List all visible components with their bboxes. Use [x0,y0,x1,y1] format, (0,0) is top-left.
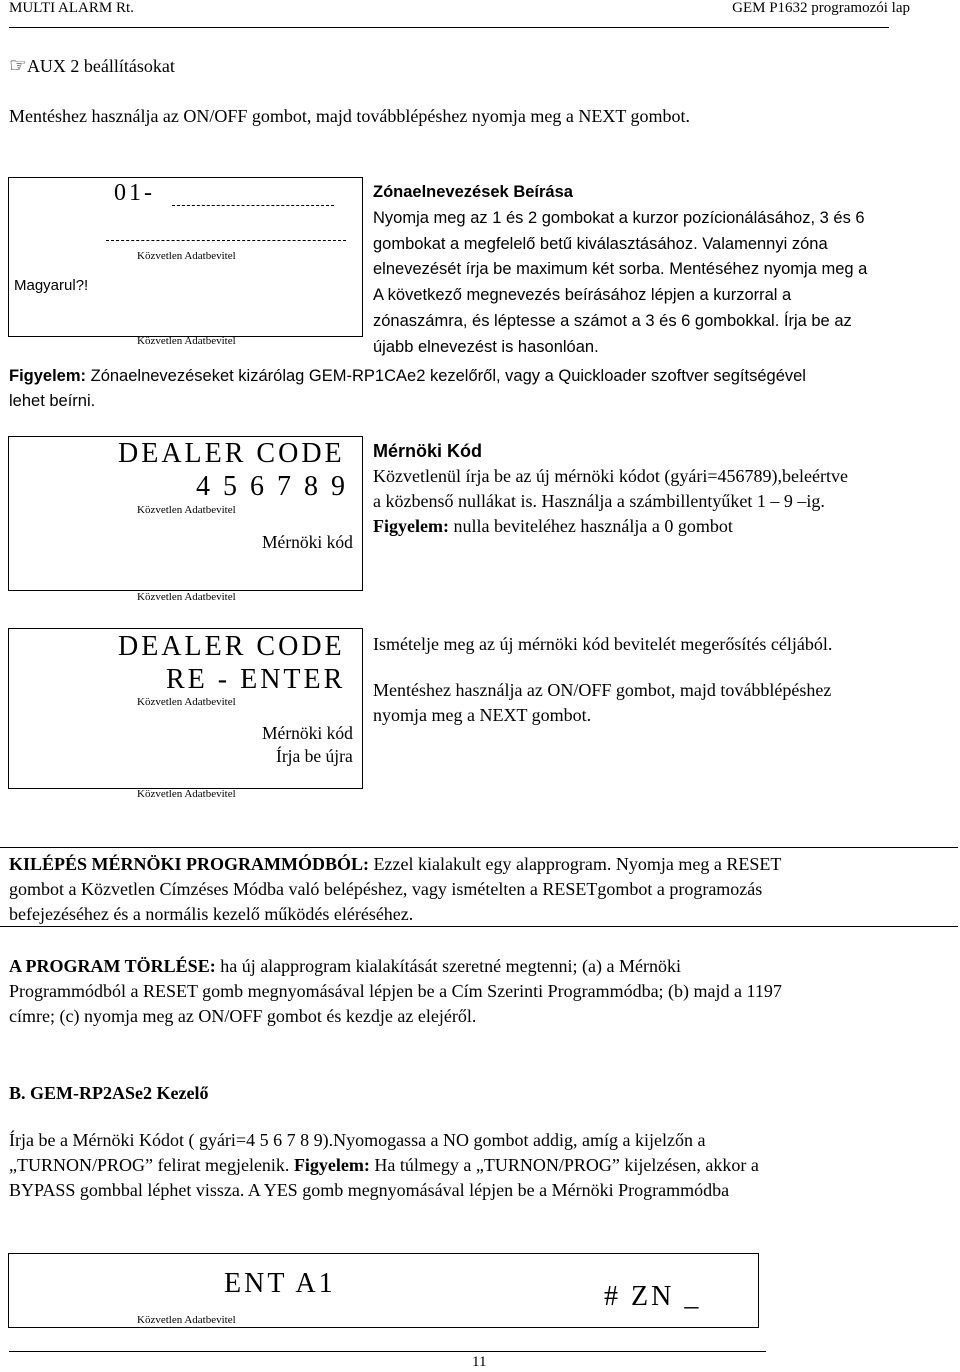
exit-line2: gombot a Közvetlen Címzéses Módba való belépéshez, vagy ismételten a RESETgombot a programozás [9,879,763,899]
lcd1-underscores-1 [172,205,334,206]
delete-line2: Programmódból a RESET gomb megnyomásával lépjen be a Cím Szerinti Programmódba; (b) majd a 1197 [9,981,782,1001]
lcd2-label: Mérnöki kód [262,532,353,552]
reenter-line2: Mentéshez használja az ON/OFF gombot, majd továbblépéshez [373,680,832,700]
warning-1-line1: Zónaelnevezéseket kizárólag GEM-RP1CAe2 kezelőről, vagy a Quickloader szoftver segítségével [90,367,806,385]
section-b-text [9,1128,954,1203]
warning-1-label: Figyelem: [9,367,87,385]
exit-label: KILÉPÉS MÉRNÖKI PROGRAMMÓDBÓL: [9,854,370,874]
section-b-line3: BYPASS gombbal léphet vissza. A YES gomb megnyomásával lépjen be a Mérnöki Programmódba [9,1180,730,1200]
section-b-line1: Írja be a Mérnöki Kódot ( gyári=4 5 6 7 8 9).Nyomogassa a NO gombot addig, amíg a kijelzőn a [9,1130,706,1150]
lcd3-caption-below: Közvetlen Adatbevitel [137,788,236,800]
exit-line1: Ezzel kialakult egy alapprogram. Nyomja meg a RESET [373,854,782,874]
lcd4-left: ENT A1 [224,1268,336,1299]
lcd2-line1: DEALER CODE [118,438,345,469]
engineer-code-line1: Közvetlenül írja be az új mérnöki kódot (gyári=456789),beleértve [373,466,848,486]
reenter-section [373,632,953,728]
zone-heading: Zónaelnevezések Beírása [373,183,573,201]
zone-line-3: elnevezését írja be maximum két sorba. Mentéséhez nyomja meg a [373,260,868,279]
lcd3-line1: DEALER CODE [118,631,345,662]
delete-section [9,954,954,1029]
engineer-code-line2: a közbenső nullákat is. Használja a számbillentyűket 1 – 9 –ig. [373,491,825,511]
lcd3-line2: RE - ENTER [166,664,346,695]
lcd4-caption: Közvetlen Adatbevitel [137,1314,236,1326]
section-b-warn-label: Figyelem: [293,1155,370,1175]
delete-label: A PROGRAM TÖRLÉSE: [9,956,216,976]
lcd3-caption: Közvetlen Adatbevitel [137,696,236,708]
lcd1-caption-top: Közvetlen Adatbevitel [137,250,236,262]
header-right: GEM P1632 programozói lap [732,0,910,16]
zone-line-1: Nyomja meg az 1 és 2 gombokat a kurzor pozícionálásához, 3 és 6 [373,208,865,227]
lcd3-label-2: Írja be újra [276,746,353,766]
footer-rule [9,1351,766,1352]
lcd2-caption: Közvetlen Adatbevitel [137,504,236,516]
section-title-row [9,54,175,79]
intro-text: Mentéshez használja az ON/OFF gombot, majd továbblépéshez nyomja meg a NEXT gombot. [9,106,691,126]
zone-line-2: gombokat a megfelelő betű kiválasztásához. Valamennyi zóna [373,234,828,253]
delete-line1: ha új alapprogram kialakítását szeretné megtenni; (a) a Mérnöki [220,956,682,976]
engineer-code-section [373,439,953,539]
engineer-code-warn-label: Figyelem: [373,516,449,536]
zone-line-6: újabb elnevezést is hasonlóan. [373,337,599,356]
section-b-line2b: Ha túlmegy a „TURNON/PROG” kijelzésen, akkor a [374,1155,759,1175]
lcd2-line2: 4 5 6 7 8 9 [196,471,348,502]
zone-line-5: zónaszámra, és léptesse a számot a 3 és 6 gombokkal. Írja be az [373,311,852,330]
section-b-line2a: „TURNON/PROG” felirat megjelenik. [9,1155,290,1175]
reenter-line3: nyomja meg a NEXT gombot. [373,705,592,725]
section-b-title: B. GEM-RP2ASe2 Kezelő [9,1083,209,1103]
reenter-line1: Ismételje meg az új mérnöki kód bevitelét megerősítés céljából. [373,634,833,654]
pointing-hand-icon: ☞ [9,55,27,77]
engineer-code-warn-text: nulla beviteléhez használja a 0 gombot [453,516,733,536]
section-title: AUX 2 beállításokat [26,56,175,76]
header-rule [9,27,889,28]
delete-line3: címre; (c) nyomja meg az ON/OFF gombot és kezdje az elejéről. [9,1006,477,1026]
side-label: Magyarul?! [14,277,89,294]
lcd1-caption-bottom: Közvetlen Adatbevitel [137,335,236,347]
exit-line3: befejezéséhez és a normális kezelő működés eléréséhez. [9,904,414,924]
page-number: 11 [472,1354,487,1370]
zone-section [373,180,953,361]
warning-1 [9,364,959,414]
warning-1-line2: lehet beírni. [9,392,96,410]
lcd1-underscores-2 [106,240,346,241]
lcd2-caption-below: Közvetlen Adatbevitel [137,591,236,603]
zone-line-4: A következő megnevezés beírásához lépjen a kurzorral a [373,286,792,305]
lcd1-line1: 01- [114,180,155,206]
header-left: MULTI ALARM Rt. [9,0,134,16]
lcd3-label-1: Mérnöki kód [262,723,353,743]
exit-box-text [9,852,954,927]
engineer-code-heading: Mérnöki Kód [373,441,483,461]
lcd4-right: # ZN _ [604,1281,702,1312]
